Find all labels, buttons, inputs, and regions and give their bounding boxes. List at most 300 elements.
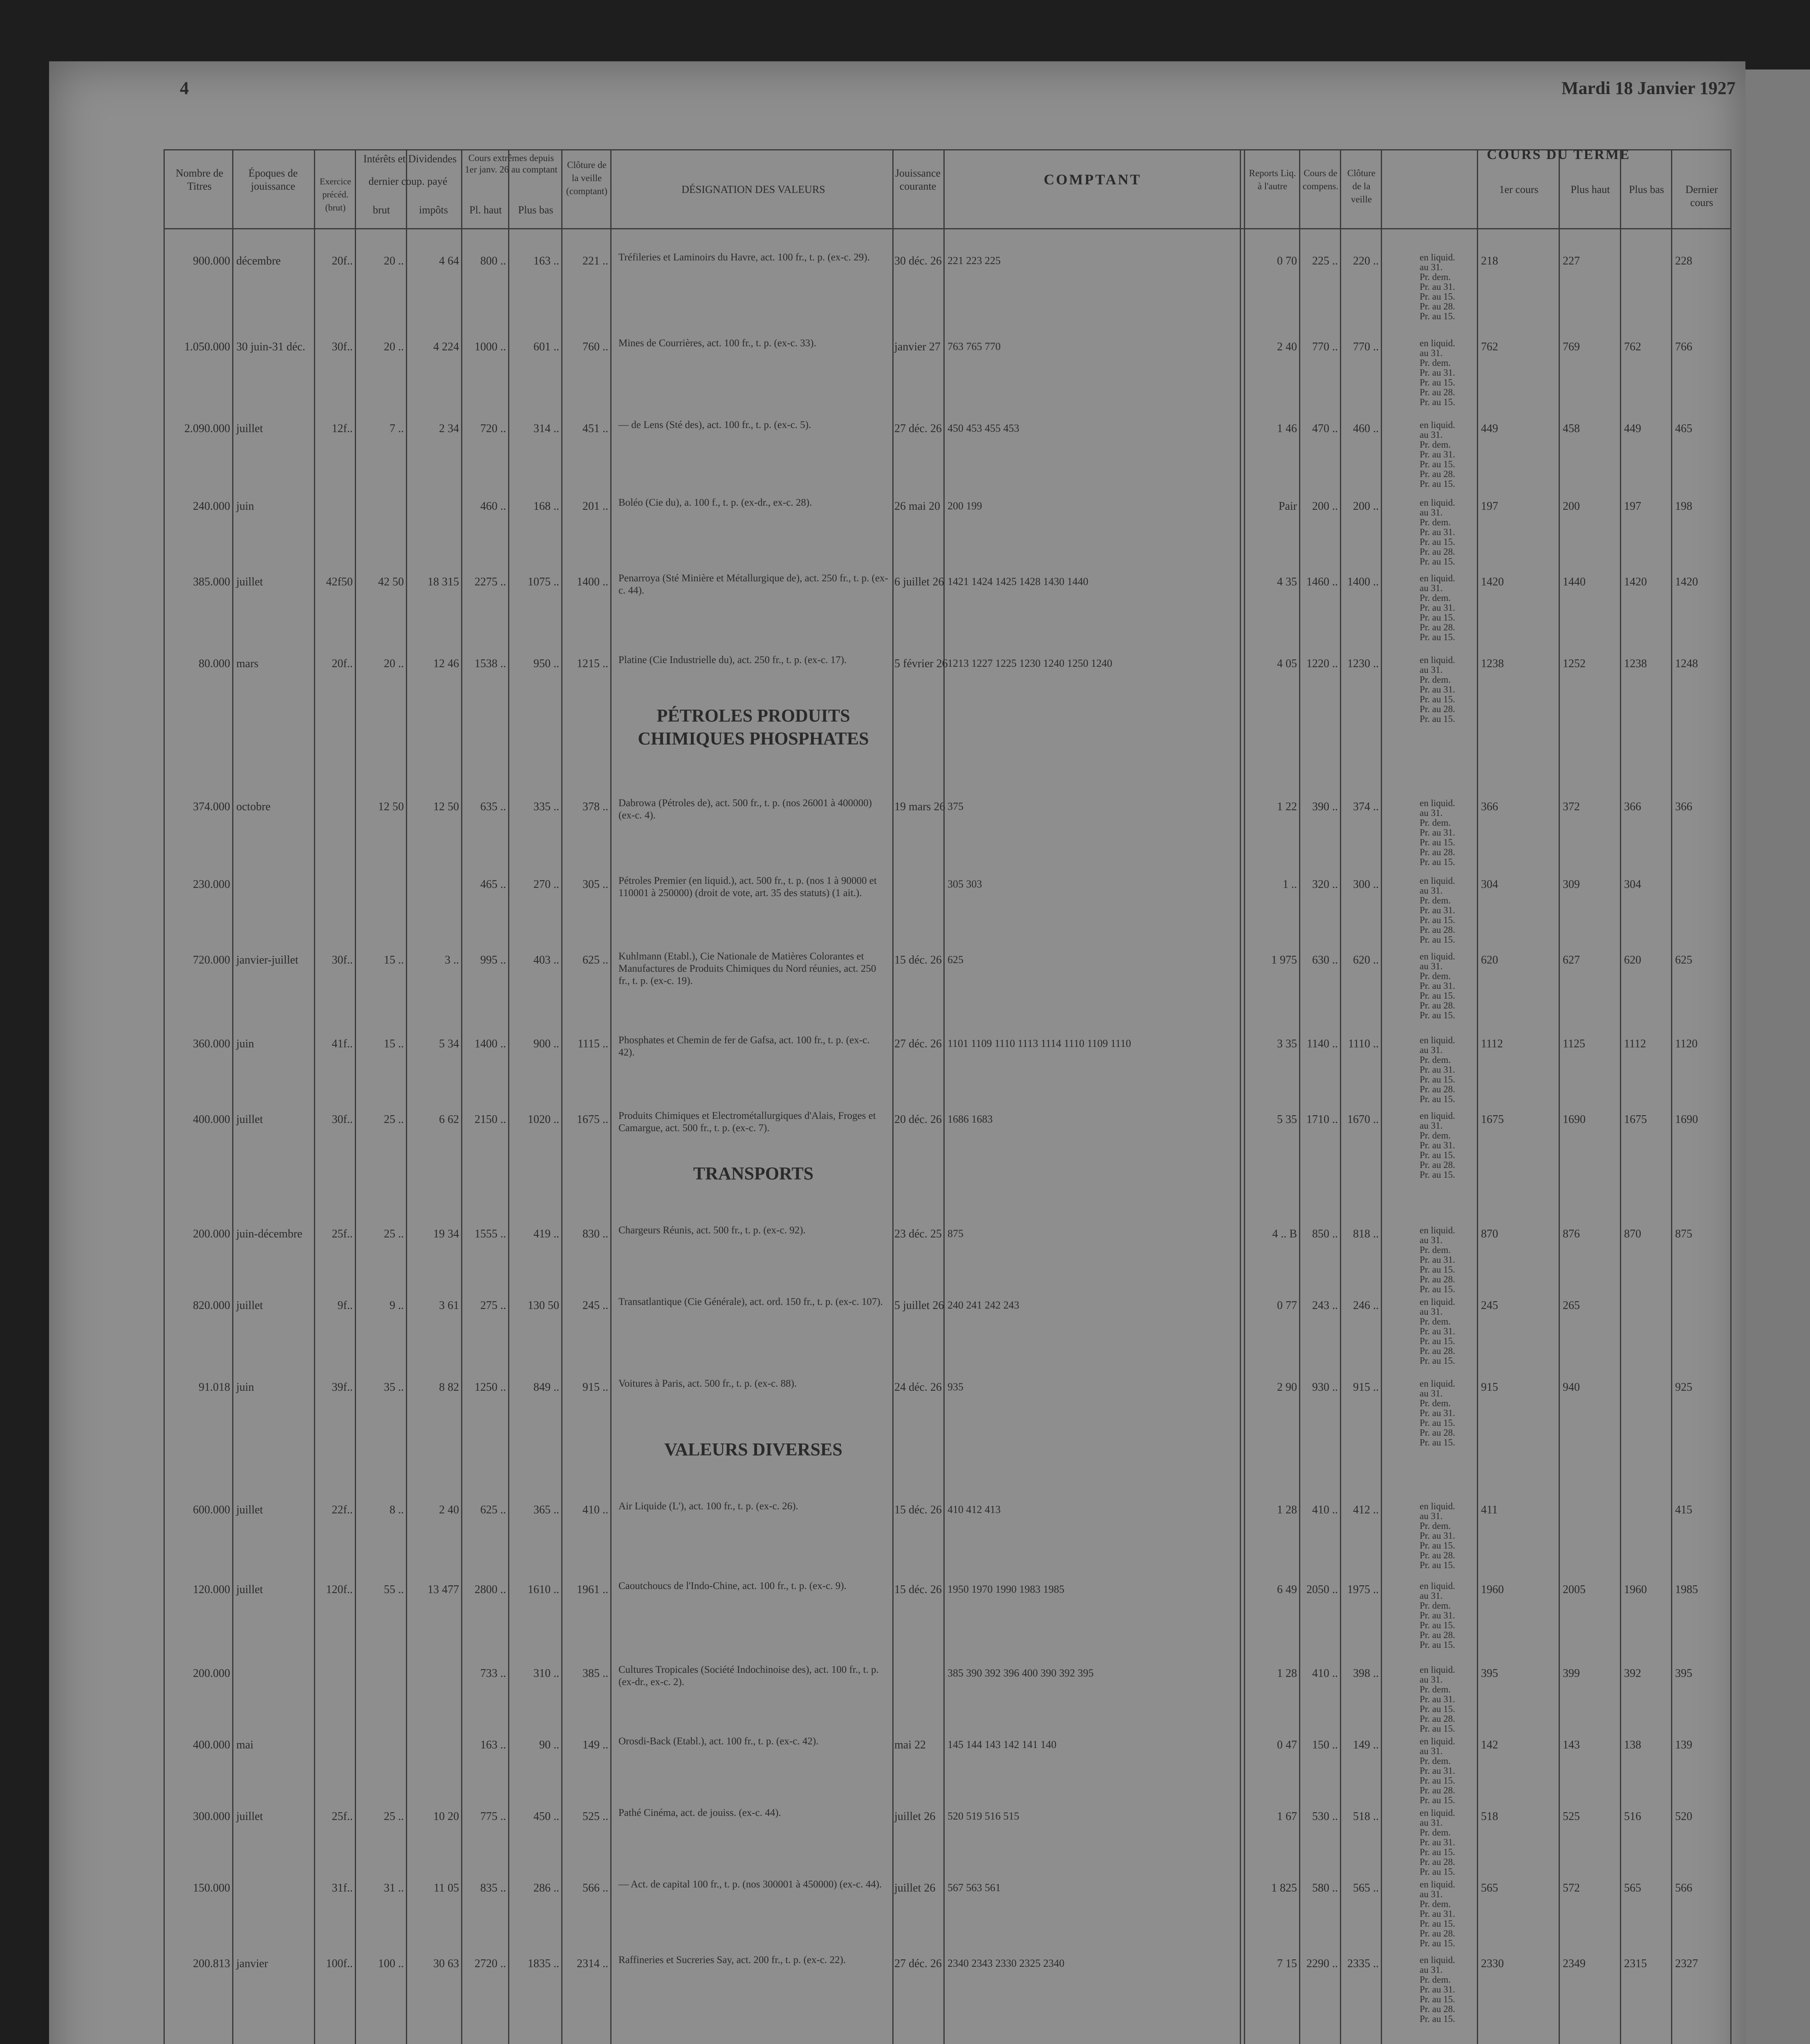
- cell-nombre: 200.000: [193, 1667, 230, 1680]
- cell-haut: 163 ..: [480, 1739, 506, 1751]
- cell-haut: 1000 ..: [475, 341, 506, 353]
- table-row: [165, 1736, 1730, 1805]
- term-labels: [1420, 1035, 1455, 1104]
- cell-dernier: 1248: [1675, 657, 1698, 670]
- cell-bas_t: 870: [1624, 1228, 1641, 1240]
- cell-haut: 835 ..: [480, 1882, 506, 1894]
- cell-reports: 4 35: [1277, 576, 1297, 588]
- cell-bas: 1835 ..: [528, 1957, 559, 1970]
- col-jouissance: Jouissance courante: [895, 167, 941, 192]
- next-page-edge: [1745, 69, 1810, 2044]
- cell-compens: 390 ..: [1312, 800, 1338, 813]
- cell-brut: 7 ..: [390, 422, 404, 435]
- col-designation: DÉSIGNATION DES VALEURS: [681, 184, 825, 195]
- table-row: [165, 1807, 1730, 1877]
- cell-haut: 2720 ..: [475, 1957, 506, 1970]
- term-label: Pr. au 31.: [1420, 527, 1455, 537]
- cell-epoque: janvier-juillet: [236, 954, 298, 966]
- cell-comptant: 1950 1970 1990 1983 1985: [948, 1583, 1064, 1595]
- term-label: en liquid.: [1420, 420, 1455, 430]
- cell-nombre: 300.000: [193, 1810, 230, 1823]
- cell-reports: 1 67: [1277, 1810, 1297, 1823]
- cell-epoque: juillet: [236, 576, 263, 588]
- term-label: Pr. dem.: [1420, 675, 1451, 685]
- cell-jouis: 27 déc. 26: [894, 1038, 942, 1050]
- term-label: Pr. au 15.: [1420, 632, 1455, 642]
- cell-premier: 620: [1481, 954, 1498, 966]
- table-row: [165, 951, 1730, 1020]
- term-label: Pr. au 15.: [1420, 1724, 1455, 1734]
- cell-veille: 1110 ..: [1348, 1038, 1379, 1050]
- cell-premier: 1238: [1481, 657, 1504, 670]
- term-label: en liquid.: [1420, 573, 1455, 583]
- cell-epoque: juillet: [236, 1810, 263, 1823]
- cell-comptant: 450 453 455 453: [948, 422, 1019, 434]
- term-label: en liquid.: [1420, 252, 1455, 262]
- term-labels: [1420, 1502, 1455, 1570]
- term-label: Pr. au 28.: [1420, 1346, 1455, 1356]
- designation-text: Raffineries et Sucreries Say, act. 200 fr., t. p. (ex-c. 22).: [618, 1954, 846, 1966]
- cell-reports: 6 49: [1277, 1583, 1297, 1596]
- term-label: Pr. au 15.: [1420, 311, 1455, 321]
- term-label: Pr. au 28.: [1420, 1714, 1455, 1724]
- table-row: [165, 497, 1730, 567]
- cell-epoque: octobre: [236, 800, 271, 813]
- term-label: Pr. dem.: [1420, 1600, 1451, 1611]
- cell-haut_t: 265: [1563, 1299, 1580, 1312]
- cell-brut: 9 ..: [390, 1299, 404, 1312]
- table-row: [165, 654, 1730, 724]
- term-label: Pr. au 28.: [1420, 704, 1455, 714]
- designation-text: Phosphates et Chemin de fer de Gafsa, act. 100 fr., t. p. (ex-c. 42).: [618, 1035, 870, 1058]
- term-label: Pr. dem.: [1420, 1827, 1451, 1838]
- term-label: Pr. au 15.: [1420, 1010, 1455, 1020]
- cell-veille: 770 ..: [1353, 341, 1379, 353]
- term-label: Pr. au 15.: [1420, 1284, 1455, 1294]
- cell-bas: 270 ..: [533, 878, 559, 891]
- term-label: Pr. dem.: [1420, 1398, 1451, 1408]
- cell-cloture: 245 ..: [582, 1299, 608, 1312]
- cell-haut_t: 227: [1563, 255, 1580, 267]
- cell-impots: 2 40: [439, 1504, 459, 1516]
- term-label: en liquid.: [1420, 1808, 1455, 1818]
- cell-nombre: 720.000: [193, 954, 230, 966]
- col-cours-compens: Cours de compens.: [1302, 168, 1339, 191]
- cell-bas: 168 ..: [533, 500, 559, 513]
- cell-bas_t: 565: [1624, 1882, 1641, 1894]
- term-labels: [1420, 1297, 1455, 1366]
- term-label: au 31.: [1420, 1889, 1443, 1899]
- cell-premier: 915: [1481, 1381, 1498, 1394]
- cell-haut_t: 1690: [1563, 1113, 1586, 1126]
- cell-compens: 320 ..: [1312, 878, 1338, 891]
- term-label: Pr. au 15.: [1420, 377, 1455, 388]
- cell-reports: 1 28: [1277, 1504, 1297, 1516]
- term-label: Pr. au 15.: [1420, 694, 1455, 704]
- cell-dernier: 228: [1675, 255, 1692, 267]
- cell-impots: 11 05: [434, 1882, 459, 1894]
- cell-epoque: juillet: [236, 1113, 263, 1126]
- cell-impots: 3 ..: [445, 954, 459, 966]
- term-label: Pr. au 15.: [1420, 1074, 1455, 1085]
- cell-exercice: 30f..: [332, 954, 353, 966]
- cell-jouis: juillet 26: [894, 1882, 936, 1894]
- cell-comptant: 935: [948, 1381, 963, 1393]
- cell-bas: 365 ..: [533, 1504, 559, 1516]
- term-label: Pr. au 31.: [1420, 449, 1455, 459]
- cell-brut: 15 ..: [384, 954, 404, 966]
- cell-epoque: juillet: [236, 1299, 263, 1312]
- cell-jouis: juillet 26: [894, 1810, 936, 1823]
- term-label: en liquid.: [1420, 1225, 1455, 1235]
- cell-veille: 460 ..: [1353, 422, 1379, 435]
- section-valeurs-diverses: VALEURS DIVERSES: [664, 1439, 842, 1459]
- cell-comptant: 385 390 392 396 400 390 392 395: [948, 1667, 1094, 1679]
- cell-bas: 419 ..: [533, 1228, 559, 1240]
- term-label: Pr. dem.: [1420, 1521, 1451, 1531]
- term-label: au 31.: [1420, 808, 1443, 818]
- cell-brut: 55 ..: [384, 1583, 404, 1596]
- term-label: au 31.: [1420, 348, 1443, 358]
- designation-text: Kuhlmann (Etabl.), Cie Nationale de Matières Colorantes et Manufactures de Produits Chimiques du Nord réunies, act. 250 fr., t. p. (ex-c. 19).: [618, 951, 876, 986]
- cell-impots: 4 64: [439, 255, 459, 267]
- term-label: Pr. au 15.: [1420, 1867, 1455, 1877]
- cell-epoque: janvier: [236, 1957, 268, 1970]
- cell-veille: 200 ..: [1353, 500, 1379, 513]
- cell-reports: 0 47: [1277, 1739, 1297, 1751]
- term-label: en liquid.: [1420, 1111, 1455, 1121]
- cell-compens: 770 ..: [1312, 341, 1338, 353]
- term-label: Pr. au 28.: [1420, 547, 1455, 557]
- cell-haut_t: 143: [1563, 1739, 1580, 1751]
- cell-comptant: 375: [948, 800, 963, 812]
- term-label: Pr. au 28.: [1420, 2004, 1455, 2014]
- designation-text: Pathé Cinéma, act. de jouiss. (ex-c. 44).: [618, 1807, 781, 1818]
- term-label: Pr. au 31.: [1420, 981, 1455, 991]
- cell-brut: 31 ..: [384, 1882, 404, 1894]
- cell-haut_t: 940: [1563, 1381, 1580, 1394]
- term-label: au 31.: [1420, 1965, 1443, 1975]
- term-label: en liquid.: [1420, 1581, 1455, 1591]
- term-labels: [1420, 498, 1455, 567]
- term-label: Pr. dem.: [1420, 439, 1451, 450]
- cell-dernier: 1120: [1675, 1038, 1698, 1050]
- cell-epoque: mai: [236, 1739, 253, 1751]
- cell-nombre: 900.000: [193, 255, 230, 267]
- cell-nombre: 230.000: [193, 878, 230, 891]
- cell-compens: 470 ..: [1312, 422, 1338, 435]
- table-row: [165, 798, 1730, 867]
- cell-haut: 733 ..: [480, 1667, 506, 1680]
- col-cours-extremes: Cours extrêmes depuis 1er janv. 26 au comptant: [465, 153, 558, 175]
- col-cours-terme: COURS DU TERME: [1487, 147, 1631, 162]
- term-label: Pr. au 15.: [1420, 1847, 1455, 1857]
- cell-cloture: 830 ..: [582, 1228, 608, 1240]
- term-label: Pr. au 28.: [1420, 1428, 1455, 1438]
- cell-bas: 1610 ..: [528, 1583, 559, 1596]
- cell-jouis: 20 déc. 26: [894, 1113, 942, 1126]
- cell-dernier: 395: [1675, 1667, 1692, 1680]
- cell-compens: 200 ..: [1312, 500, 1338, 513]
- cell-dernier: 875: [1675, 1228, 1692, 1240]
- term-label: Pr. dem.: [1420, 895, 1451, 905]
- cell-epoque: juin-décembre: [236, 1228, 302, 1240]
- cell-veille: 1670 ..: [1347, 1113, 1379, 1126]
- cell-cloture: 1400 ..: [577, 576, 608, 588]
- cell-haut: 625 ..: [480, 1504, 506, 1516]
- cell-haut: 635 ..: [480, 800, 506, 813]
- term-labels: [1420, 420, 1455, 489]
- cell-veille: 149 ..: [1353, 1739, 1379, 1751]
- cell-veille: 818 ..: [1353, 1228, 1379, 1240]
- col-plus-bas-terme: Plus bas: [1629, 184, 1664, 195]
- cell-impots: 18 315: [428, 576, 459, 588]
- cell-nombre: 600.000: [193, 1504, 230, 1516]
- term-label: Pr. au 15.: [1420, 1775, 1455, 1786]
- cell-cloture: 566 ..: [582, 1882, 608, 1894]
- cell-impots: 30 63: [433, 1957, 459, 1970]
- term-label: Pr. au 15.: [1420, 991, 1455, 1001]
- term-labels: [1420, 1581, 1455, 1650]
- term-label: Pr. au 31.: [1420, 1408, 1455, 1418]
- cell-haut: 1538 ..: [475, 657, 506, 670]
- term-label: au 31.: [1420, 1746, 1443, 1756]
- cell-bas_t: 516: [1624, 1810, 1641, 1823]
- cell-compens: 530 ..: [1312, 1810, 1338, 1823]
- cell-brut: 42 50: [378, 576, 404, 588]
- term-label: en liquid.: [1420, 1736, 1455, 1746]
- term-label: Pr. au 15.: [1420, 291, 1455, 302]
- cell-jouis: janvier 27: [894, 341, 941, 353]
- cell-haut: 1555 ..: [475, 1228, 506, 1240]
- cell-premier: 1420: [1481, 576, 1504, 588]
- cell-haut: 2800 ..: [475, 1583, 506, 1596]
- cell-bas_t: 1238: [1624, 657, 1647, 670]
- cell-premier: 245: [1481, 1299, 1498, 1312]
- cell-impots: 13 477: [428, 1583, 459, 1596]
- designation-text: — Act. de capital 100 fr., t. p. (nos 300001 à 450000) (ex-c. 44).: [618, 1879, 882, 1890]
- term-label: Pr. au 15.: [1420, 1938, 1455, 1948]
- table-row: [165, 419, 1730, 489]
- term-label: Pr. au 15.: [1420, 1437, 1455, 1448]
- cell-compens: 410 ..: [1312, 1504, 1338, 1516]
- term-label: en liquid.: [1420, 498, 1455, 508]
- cell-veille: 565 ..: [1353, 1882, 1379, 1894]
- cell-cloture: 451 ..: [582, 422, 608, 435]
- cell-impots: 19 34: [433, 1228, 459, 1240]
- term-label: au 31.: [1420, 961, 1443, 971]
- cell-reports: 1 46: [1277, 422, 1297, 435]
- term-label: Pr. au 15.: [1420, 1336, 1455, 1346]
- cell-cloture: 1675 ..: [577, 1113, 608, 1126]
- cell-haut_t: 399: [1563, 1667, 1580, 1680]
- cell-reports: 1 28: [1277, 1667, 1297, 1680]
- term-label: Pr. au 28.: [1420, 622, 1455, 632]
- term-label: Pr. dem.: [1420, 818, 1451, 828]
- term-label: Pr. au 15.: [1420, 1418, 1455, 1428]
- term-labels: [1420, 655, 1455, 724]
- cell-nombre: 240.000: [193, 500, 230, 513]
- designation-text: Tréfileries et Laminoirs du Havre, act. 100 fr., t. p. (ex-c. 29).: [618, 252, 870, 263]
- term-label: Pr. au 15.: [1420, 935, 1455, 945]
- cell-exercice: 31f..: [332, 1882, 353, 1894]
- designation-text: Pétroles Premier (en liquid.), act. 500 fr., t. p. (nos 1 à 90000 et 110001 à 250000) (droit de vote, art. 35 des statuts) (1 ait.).: [618, 875, 877, 899]
- term-labels: [1420, 574, 1455, 642]
- term-label: au 31.: [1420, 1235, 1443, 1245]
- cell-jouis: 24 déc. 26: [894, 1381, 942, 1394]
- cell-nombre: 200.000: [193, 1228, 230, 1240]
- cell-jouis: 23 déc. 25: [894, 1228, 942, 1240]
- term-label: Pr. au 15.: [1420, 2014, 1455, 2024]
- cell-brut: 12 50: [378, 800, 404, 813]
- cell-exercice: 42f50: [326, 576, 353, 588]
- cell-veille: 374 ..: [1353, 800, 1379, 813]
- cell-impots: 2 34: [439, 422, 459, 435]
- cell-reports: 1 ..: [1283, 878, 1297, 891]
- cell-dernier: 566: [1675, 1882, 1692, 1894]
- cell-compens: 225 ..: [1312, 255, 1338, 267]
- term-label: Pr. au 28.: [1420, 1160, 1455, 1170]
- cell-reports: 1 825: [1271, 1882, 1297, 1894]
- term-label: Pr. au 31.: [1420, 1837, 1455, 1847]
- term-label: Pr. au 15.: [1420, 1620, 1455, 1630]
- cell-bas: 130 50: [528, 1299, 559, 1312]
- cell-bas: 1075 ..: [528, 576, 559, 588]
- cell-haut_t: 1252: [1563, 657, 1586, 670]
- term-label: Pr. au 31.: [1420, 684, 1455, 695]
- col-impots: impôts: [419, 204, 448, 216]
- cell-premier: 518: [1481, 1810, 1498, 1823]
- term-label: Pr. au 15.: [1420, 1994, 1455, 2004]
- section-petroles: PÉTROLES PRODUITS CHIMIQUES PHOSPHATES: [638, 706, 869, 749]
- cell-haut_t: 1125: [1563, 1038, 1585, 1050]
- page-number: 4: [180, 78, 189, 98]
- cell-dernier: 520: [1675, 1810, 1692, 1823]
- cell-cloture: 625 ..: [582, 954, 608, 966]
- cell-bas_t: 449: [1624, 422, 1641, 435]
- cell-veille: 2335 ..: [1347, 1957, 1379, 1970]
- cell-reports: 3 35: [1277, 1038, 1297, 1050]
- cell-bas_t: 138: [1624, 1739, 1641, 1751]
- cell-jouis: 5 février 26: [894, 657, 948, 670]
- cell-bas: 90 ..: [539, 1739, 559, 1751]
- cell-bas: 314 ..: [533, 422, 559, 435]
- term-label: Pr. au 15.: [1420, 1356, 1455, 1366]
- cell-comptant: 1213 1227 1225 1230 1240 1250 1240: [948, 657, 1112, 669]
- cell-comptant: 1686 1683: [948, 1113, 993, 1125]
- cell-jouis: 15 déc. 26: [894, 954, 942, 966]
- term-label: au 31.: [1420, 1674, 1443, 1685]
- cell-brut: 20 ..: [384, 657, 404, 670]
- cell-haut: 995 ..: [480, 954, 506, 966]
- cell-comptant: 567 563 561: [948, 1882, 1001, 1894]
- page-date: Mardi 18 Janvier 1927: [1561, 78, 1736, 98]
- cell-epoque: juillet: [236, 1583, 263, 1596]
- cell-premier: 411: [1481, 1504, 1498, 1516]
- cell-premier: 366: [1481, 800, 1498, 813]
- cell-comptant: 520 519 516 515: [948, 1810, 1019, 1822]
- designation-text: Transatlantique (Cie Générale), act. ord. 150 fr., t. p. (ex-c. 107).: [618, 1296, 883, 1307]
- cell-jouis: 19 mars 26: [894, 800, 945, 813]
- term-label: Pr. au 28.: [1420, 1785, 1455, 1795]
- designation-text: Dabrowa (Pétroles de), act. 500 fr., t. p. (nos 26001 à 400000) (ex-c. 4).: [618, 798, 872, 821]
- cell-bas: 601 ..: [533, 341, 559, 353]
- cell-haut_t: 309: [1563, 878, 1580, 891]
- cell-cloture: 378 ..: [582, 800, 608, 813]
- cell-nombre: 80.000: [199, 657, 230, 670]
- cell-haut: 1400 ..: [475, 1038, 506, 1050]
- cell-compens: 630 ..: [1312, 954, 1338, 966]
- term-label: en liquid.: [1420, 798, 1455, 808]
- cell-compens: 410 ..: [1312, 1667, 1338, 1680]
- term-label: Pr. au 28.: [1420, 1857, 1455, 1867]
- cell-bas: 450 ..: [533, 1810, 559, 1823]
- cell-bas_t: 1675: [1624, 1113, 1647, 1126]
- cell-epoque: juin: [236, 500, 254, 513]
- col-premier-cours: 1er cours: [1499, 184, 1539, 195]
- cell-exercice: 41f..: [332, 1038, 353, 1050]
- term-labels: [1420, 253, 1455, 321]
- cell-bas: 335 ..: [533, 800, 559, 813]
- cell-reports: 1 22: [1277, 800, 1297, 813]
- cell-exercice: 22f..: [332, 1504, 353, 1516]
- cell-jouis: mai 22: [894, 1739, 926, 1751]
- cell-veille: 1400 ..: [1347, 576, 1379, 588]
- cell-bas_t: 762: [1624, 341, 1641, 353]
- cell-haut: 465 ..: [480, 878, 506, 891]
- col-cloture-veille: Clôture de la veille: [1347, 168, 1375, 204]
- cell-premier: 1960: [1481, 1583, 1504, 1596]
- term-label: Pr. au 15.: [1420, 857, 1455, 867]
- table-row: [165, 1664, 1730, 1734]
- term-label: Pr. au 31.: [1420, 827, 1455, 838]
- cell-veille: 220 ..: [1353, 255, 1379, 267]
- cell-brut: 25 ..: [384, 1228, 404, 1240]
- cell-jouis: 26 mai 20: [894, 500, 940, 513]
- cell-brut: 25 ..: [384, 1810, 404, 1823]
- cell-haut_t: 769: [1563, 341, 1580, 353]
- term-label: en liquid.: [1420, 1879, 1455, 1889]
- cell-epoque: décembre: [236, 255, 281, 267]
- cell-cloture: 760 ..: [582, 341, 608, 353]
- cell-premier: 2330: [1481, 1957, 1504, 1970]
- term-label: Pr. dem.: [1420, 358, 1451, 368]
- term-label: Pr. au 31.: [1420, 368, 1455, 378]
- cell-reports: 5 35: [1277, 1113, 1297, 1126]
- term-label: Pr. au 15.: [1420, 1640, 1455, 1650]
- cell-dernier: 1420: [1675, 576, 1698, 588]
- cell-premier: 218: [1481, 255, 1498, 267]
- cell-exercice: 30f..: [332, 1113, 353, 1126]
- cell-veille: 398 ..: [1353, 1667, 1379, 1680]
- cell-haut_t: 2349: [1563, 1957, 1586, 1970]
- term-label: Pr. au 15.: [1420, 1704, 1455, 1714]
- cell-nombre: 385.000: [193, 576, 230, 588]
- term-label: Pr. au 31.: [1420, 1610, 1455, 1620]
- term-label: Pr. au 15.: [1420, 397, 1455, 407]
- cell-nombre: 91.018: [199, 1381, 230, 1394]
- term-label: au 31.: [1420, 1307, 1443, 1317]
- cell-premier: 142: [1481, 1739, 1498, 1751]
- term-label: Pr. au 31.: [1420, 1531, 1455, 1541]
- term-label: au 31.: [1420, 1045, 1443, 1055]
- term-label: Pr. au 31.: [1420, 1255, 1455, 1265]
- cell-impots: 8 82: [439, 1381, 459, 1394]
- cell-compens: 1710 ..: [1306, 1113, 1338, 1126]
- term-labels: [1420, 1737, 1455, 1805]
- designation-text: Penarroya (Sté Minière et Métallurgique de), act. 250 fr., t. p. (ex-c. 44).: [618, 573, 888, 596]
- cell-haut: 460 ..: [480, 500, 506, 513]
